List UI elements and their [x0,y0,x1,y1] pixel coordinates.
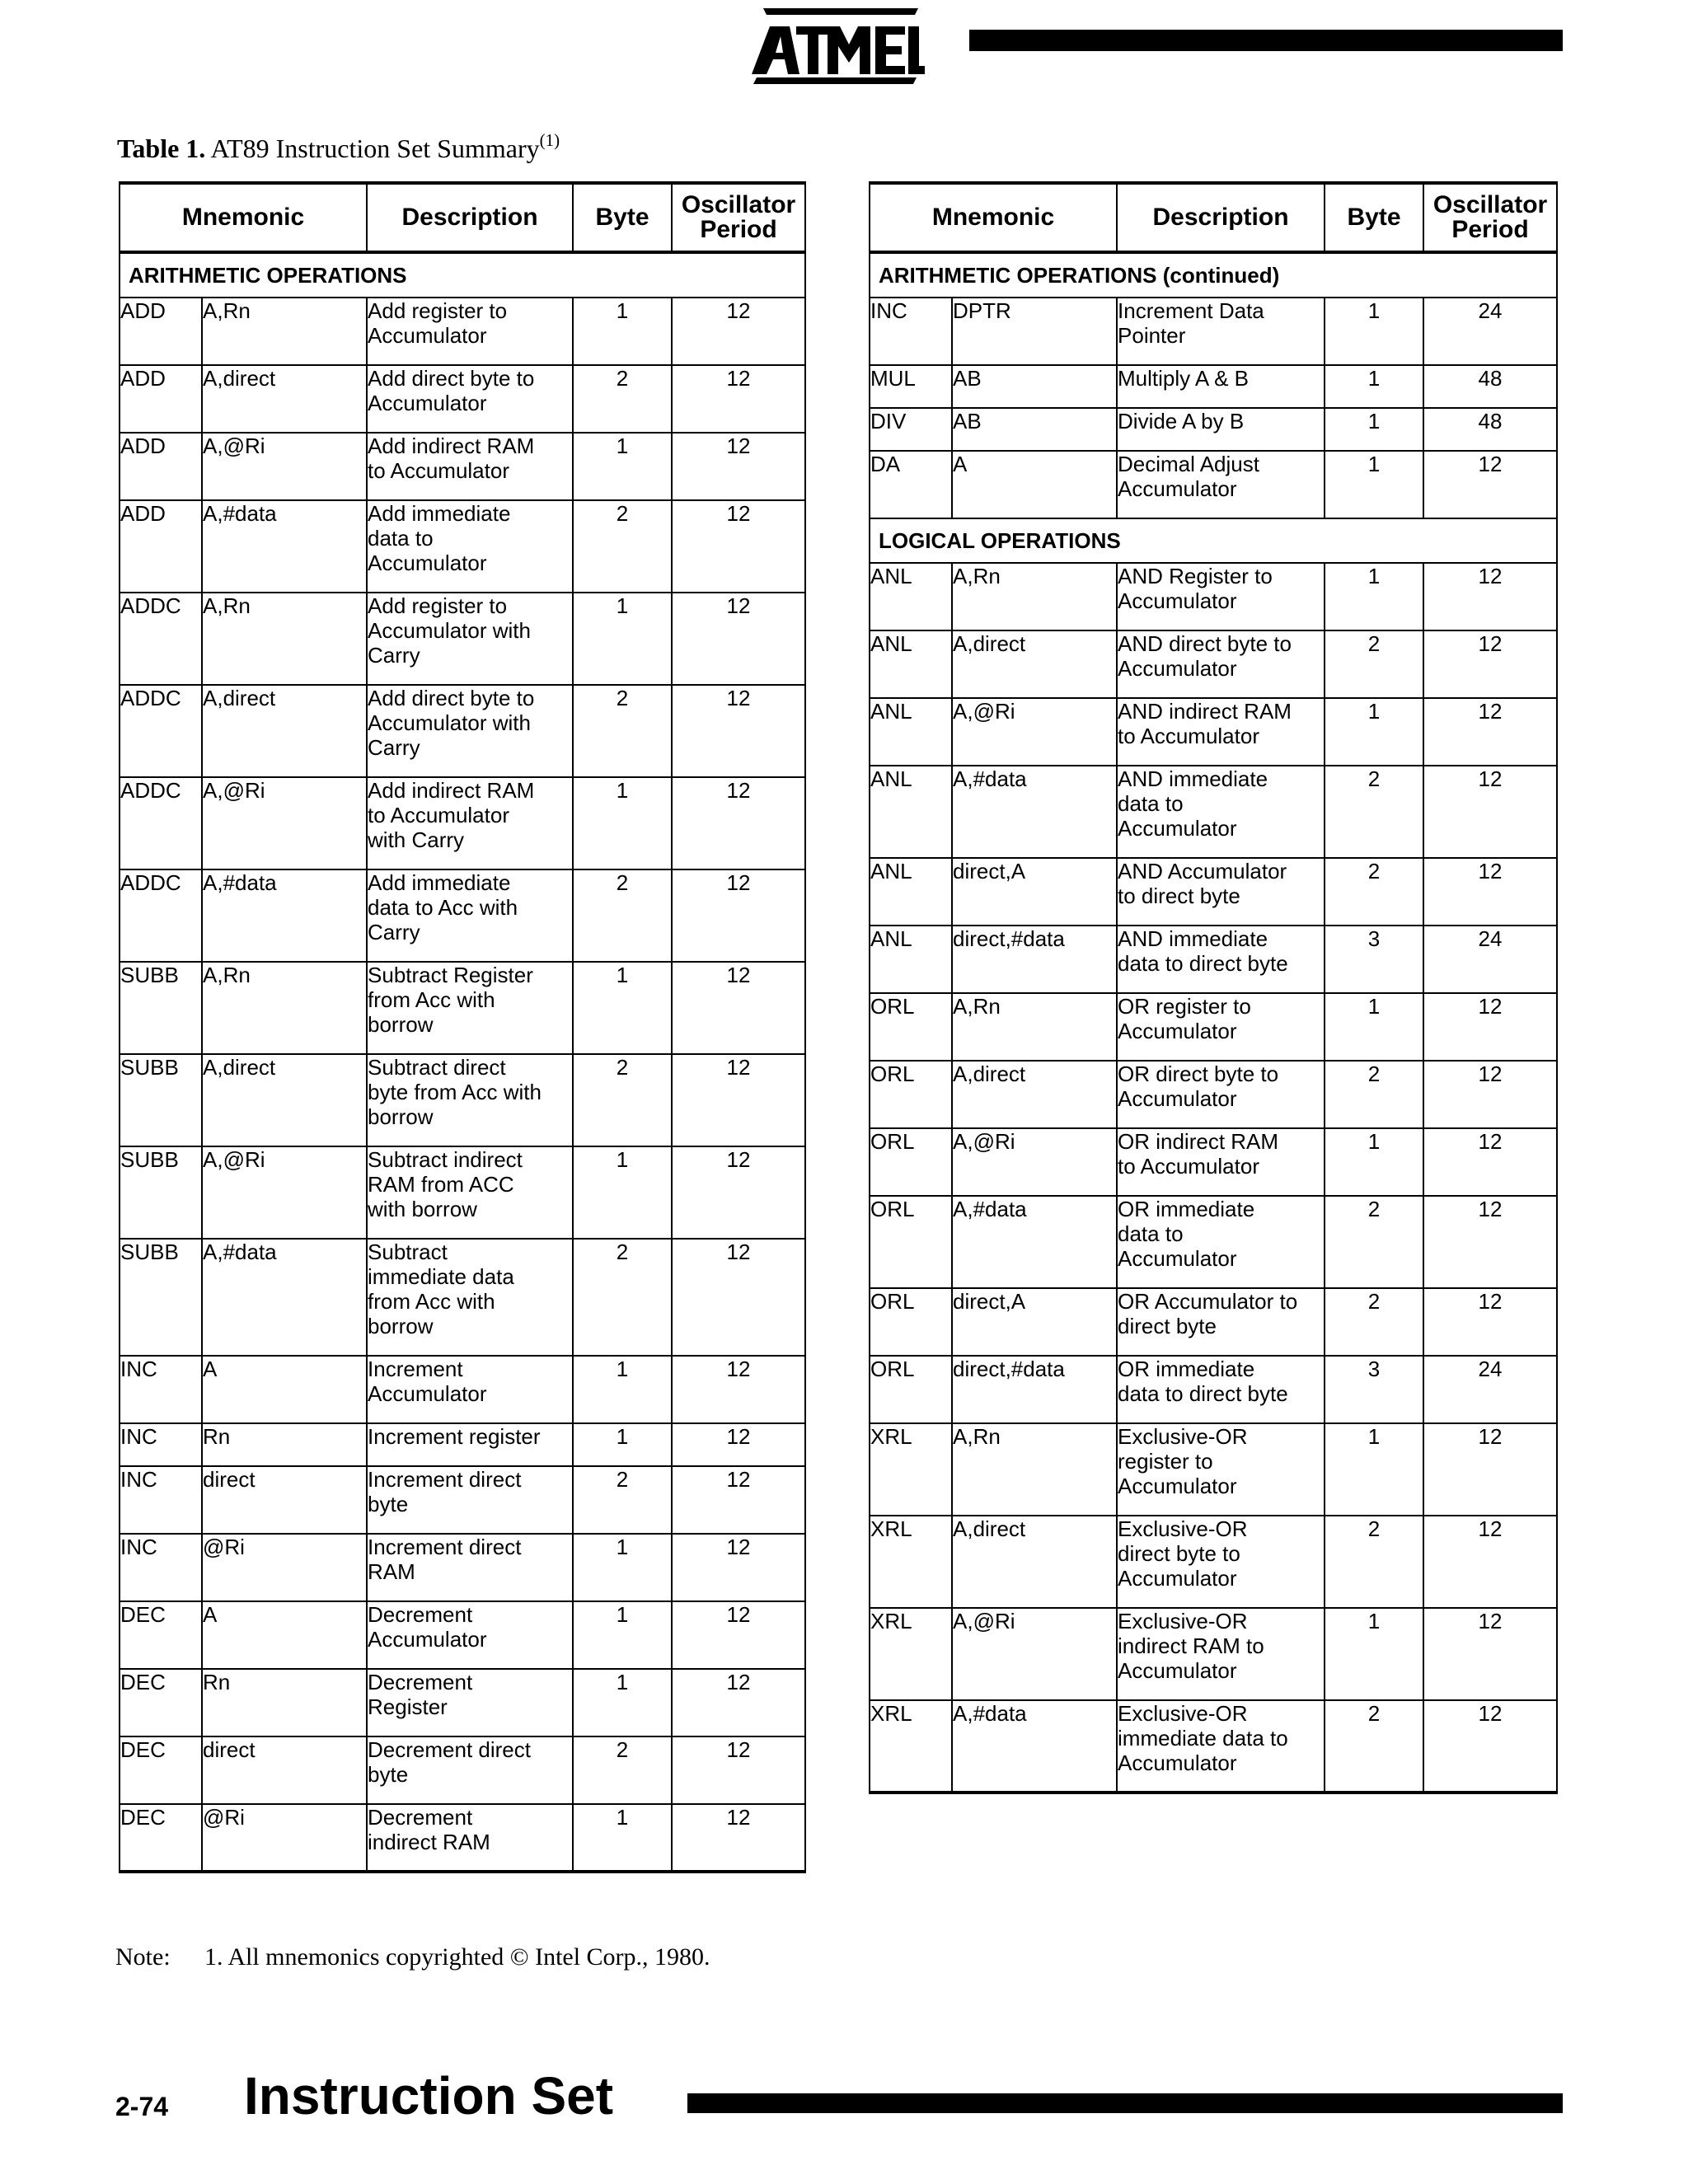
oscillator-period-cell: 12 [1423,563,1557,630]
operand-cell: A [202,1601,367,1669]
oscillator-period-cell: 12 [1423,766,1557,858]
mnemonic-cell: ORL [870,1061,952,1128]
mnemonic-cell: XRL [870,1608,952,1700]
description-cell: AND immediate data to direct byte [1117,926,1325,993]
oscillator-period-cell: 12 [672,869,805,962]
table-row [120,1601,805,1669]
operand-cell: A,direct [202,365,367,433]
table-row [120,1804,805,1872]
operand-cell: Rn [202,1423,367,1466]
byte-cell: 1 [573,298,672,365]
operand-cell: A,Rn [952,993,1117,1061]
byte-cell: 1 [573,433,672,500]
section-row [870,252,1557,298]
byte-cell: 1 [1325,563,1423,630]
mnemonic-cell: ADD [120,365,202,433]
byte-cell: 2 [573,1054,672,1146]
byte-header: Byte [1325,183,1423,252]
mnemonic-cell: DEC [120,1669,202,1736]
mnemonic-header: Mnemonic [120,183,367,252]
byte-cell: 1 [1325,298,1423,365]
operand-cell: A,Rn [952,563,1117,630]
byte-cell: 2 [573,685,672,777]
oscillator-period-cell: 12 [1423,1061,1557,1128]
table-caption-text: AT89 Instruction Set Summary [205,134,540,163]
oscillator-period-cell: 12 [672,962,805,1054]
operand-cell: @Ri [202,1804,367,1872]
description-cell: Exclusive-OR immediate data to Accumulator [1117,1700,1325,1793]
mnemonic-cell: ANL [870,630,952,698]
table-row [120,685,805,777]
byte-header: Byte [573,183,672,252]
oscillator-period-cell: 12 [672,433,805,500]
byte-cell: 2 [1325,858,1423,926]
byte-cell: 1 [573,777,672,869]
byte-cell: 1 [1325,698,1423,766]
byte-cell: 2 [1325,766,1423,858]
description-cell: Exclusive-OR register to Accumulator [1117,1423,1325,1516]
oscillator-period-cell: 12 [672,1423,805,1466]
table-row [870,858,1557,926]
description-cell: Multiply A & B [1117,365,1325,408]
byte-cell: 1 [573,962,672,1054]
byte-cell: 1 [1325,451,1423,518]
description-cell: OR immediate data to direct byte [1117,1356,1325,1423]
description-cell: OR direct byte to Accumulator [1117,1061,1325,1128]
table-caption-number: Table 1. [117,134,206,163]
mnemonic-header: Mnemonic [870,183,1117,252]
operand-cell: A,direct [952,1061,1117,1128]
footer-rule [687,2093,1563,2113]
oscillator-period-cell: 24 [1423,926,1557,993]
table-row [120,1054,805,1146]
operand-cell: A,#data [202,1239,367,1356]
mnemonic-cell: ORL [870,1288,952,1356]
section-row [870,518,1557,563]
table-row [870,1196,1557,1288]
footer-title: Instruction Set [244,2066,614,2125]
byte-cell: 3 [1325,926,1423,993]
operand-cell: A,direct [202,1054,367,1146]
description-cell: Decimal Adjust Accumulator [1117,451,1325,518]
oscillator-period-cell: 12 [672,777,805,869]
oscillator-period-cell: 12 [672,1534,805,1601]
byte-cell: 1 [573,1356,672,1423]
mnemonic-cell: MUL [870,365,952,408]
description-cell: AND Register to Accumulator [1117,563,1325,630]
operand-cell: A,@Ri [202,1146,367,1239]
byte-cell: 2 [1325,1516,1423,1608]
operand-cell: A,direct [952,630,1117,698]
mnemonic-cell: ANL [870,858,952,926]
mnemonic-cell: DEC [120,1736,202,1804]
oscillator-period-cell: 12 [1423,1423,1557,1516]
mnemonic-cell: DEC [120,1804,202,1872]
table-row [120,1423,805,1466]
description-cell: Add immediate data to Acc with Carry [367,869,573,962]
oscillator-period-cell: 12 [672,1601,805,1669]
operand-cell: direct,#data [952,926,1117,993]
operand-cell: A,#data [202,500,367,593]
oscillator-period-cell: 12 [1423,858,1557,926]
description-cell: Decrement indirect RAM [367,1804,573,1872]
description-header: Description [1117,183,1325,252]
table-row [870,298,1557,365]
description-cell: Increment register [367,1423,573,1466]
table-header-row [870,183,1557,252]
description-header: Description [367,183,573,252]
description-cell: Exclusive-OR indirect RAM to Accumulator [1117,1608,1325,1700]
table-row [870,1356,1557,1423]
operand-cell: DPTR [952,298,1117,365]
oscillator-period-cell: 12 [672,593,805,685]
table-row [870,563,1557,630]
oscillator-period-cell: 48 [1423,408,1557,451]
table-row [870,630,1557,698]
operand-cell: AB [952,365,1117,408]
operand-cell: A,#data [202,869,367,962]
table-row [870,1608,1557,1700]
byte-cell: 2 [573,1466,672,1534]
oscillator-period-cell: 12 [1423,630,1557,698]
mnemonic-cell: ADD [120,298,202,365]
byte-cell: 1 [1325,1423,1423,1516]
description-cell: Add immediate data to Accumulator [367,500,573,593]
mnemonic-cell: ADDC [120,685,202,777]
byte-cell: 1 [573,1534,672,1601]
description-cell: OR Accumulator to direct byte [1117,1288,1325,1356]
mnemonic-cell: ADDC [120,869,202,962]
byte-cell: 1 [573,1669,672,1736]
description-cell: Add direct byte to Accumulator [367,365,573,433]
description-cell: OR immediate data to Accumulator [1117,1196,1325,1288]
description-cell: Increment direct byte [367,1466,573,1534]
table-row [120,1356,805,1423]
byte-cell: 1 [1325,993,1423,1061]
mnemonic-cell: SUBB [120,1239,202,1356]
table-row [870,1128,1557,1196]
description-cell: Add indirect RAM to Accumulator [367,433,573,500]
table-row [120,777,805,869]
oscillator-period-cell: 12 [672,298,805,365]
note-text: 1. All mnemonics copyrighted © Intel Corp., 1980. [204,1943,710,1971]
period-label: Period [1451,216,1529,243]
table-row [870,1516,1557,1608]
table-row [870,1700,1557,1793]
operand-cell: AB [952,408,1117,451]
table-row [870,365,1557,408]
oscillator-period-cell: 12 [1423,1196,1557,1288]
mnemonic-cell: ANL [870,698,952,766]
footnote-ref: (1) [539,130,560,150]
description-cell: Increment Data Pointer [1117,298,1325,365]
mnemonic-cell: ANL [870,766,952,858]
byte-cell: 1 [573,1423,672,1466]
table-row [870,408,1557,451]
oscillator-period-cell: 12 [672,365,805,433]
table-row [870,1288,1557,1356]
oscillator-label: Oscillator [1432,191,1548,218]
mnemonic-cell: INC [870,298,952,365]
operand-cell: A,direct [202,685,367,777]
oscillator-period-cell: 12 [1423,1516,1557,1608]
mnemonic-cell: SUBB [120,1054,202,1146]
oscillator-period-cell: 12 [1423,1128,1557,1196]
mnemonic-cell: ADD [120,500,202,593]
mnemonic-cell: XRL [870,1700,952,1793]
mnemonic-cell: ORL [870,1356,952,1423]
oscillator-period-cell: 48 [1423,365,1557,408]
byte-cell: 1 [1325,1608,1423,1700]
description-cell: Subtract direct byte from Acc with borrow [367,1054,573,1146]
oscillator-period-cell: 12 [672,1804,805,1872]
table-row [120,962,805,1054]
byte-cell: 2 [573,869,672,962]
operand-cell: A,Rn [952,1423,1117,1516]
table-row [120,869,805,962]
atmel-logo [752,5,925,84]
mnemonic-cell: INC [120,1534,202,1601]
oscillator-period-cell: 12 [1423,993,1557,1061]
oscillator-label: Oscillator [681,191,796,218]
oscillator-period-cell: 12 [1423,1288,1557,1356]
oscillator-period-header [1423,183,1557,252]
byte-cell: 1 [1325,1128,1423,1196]
description-cell: Subtract indirect RAM from ACC with borrow [367,1146,573,1239]
operand-cell: A [202,1356,367,1423]
byte-cell: 2 [1325,1196,1423,1288]
mnemonic-cell: ADDC [120,777,202,869]
operand-cell: A,@Ri [202,777,367,869]
description-cell: Add indirect RAM to Accumulator with Carry [367,777,573,869]
description-cell: OR register to Accumulator [1117,993,1325,1061]
byte-cell: 2 [1325,1061,1423,1128]
oscillator-period-cell: 12 [1423,1608,1557,1700]
byte-cell: 1 [573,1146,672,1239]
table-row [120,1669,805,1736]
operand-cell: @Ri [202,1534,367,1601]
operand-cell: direct,A [952,858,1117,926]
operand-cell: A,@Ri [952,1128,1117,1196]
description-cell: AND direct byte to Accumulator [1117,630,1325,698]
byte-cell: 1 [1325,408,1423,451]
operand-cell: A,direct [952,1516,1117,1608]
instruction-table-right [869,181,1558,1794]
table-row [120,1466,805,1534]
operand-cell: A,Rn [202,593,367,685]
table-row [870,993,1557,1061]
byte-cell: 2 [573,1736,672,1804]
section-title: ARITHMETIC OPERATIONS [120,252,805,298]
operand-cell: A,@Ri [952,698,1117,766]
table-row [120,1239,805,1356]
table-header-row [120,183,805,252]
byte-cell: 2 [573,1239,672,1356]
description-cell: Decrement Register [367,1669,573,1736]
description-cell: Decrement Accumulator [367,1601,573,1669]
mnemonic-cell: ANL [870,926,952,993]
description-cell: Add direct byte to Accumulator with Carry [367,685,573,777]
operand-cell: A,#data [952,766,1117,858]
header-rule [969,30,1563,51]
mnemonic-cell: ANL [870,563,952,630]
operand-cell: direct [202,1466,367,1534]
section-title: LOGICAL OPERATIONS [870,518,1557,563]
operand-cell: A,@Ri [952,1608,1117,1700]
oscillator-period-cell: 12 [672,1669,805,1736]
description-cell: Decrement direct byte [367,1736,573,1804]
operand-cell: Rn [202,1669,367,1736]
mnemonic-cell: ORL [870,1196,952,1288]
section-row [120,252,805,298]
table-row [870,698,1557,766]
description-cell: AND immediate data to Accumulator [1117,766,1325,858]
oscillator-period-cell: 12 [672,1466,805,1534]
page-number: 2-74 [115,2092,169,2121]
oscillator-period-header [672,183,805,252]
operand-cell: direct,#data [952,1356,1117,1423]
section-title: ARITHMETIC OPERATIONS (continued) [870,252,1557,298]
mnemonic-cell: INC [120,1466,202,1534]
table-row [870,1423,1557,1516]
table-row [120,1146,805,1239]
table-row [120,298,805,365]
oscillator-period-cell: 12 [672,1736,805,1804]
mnemonic-cell: SUBB [120,1146,202,1239]
operand-cell: A,@Ri [202,433,367,500]
byte-cell: 2 [1325,1700,1423,1793]
byte-cell: 1 [573,1601,672,1669]
byte-cell: 2 [573,365,672,433]
description-cell: Increment Accumulator [367,1356,573,1423]
mnemonic-cell: DEC [120,1601,202,1669]
oscillator-period-cell: 12 [672,1146,805,1239]
oscillator-period-cell: 12 [672,1239,805,1356]
mnemonic-cell: ORL [870,1128,952,1196]
oscillator-period-cell: 12 [1423,451,1557,518]
byte-cell: 1 [573,1804,672,1872]
mnemonic-cell: INC [120,1356,202,1423]
operand-cell: A,Rn [202,962,367,1054]
byte-cell: 3 [1325,1356,1423,1423]
description-cell: AND indirect RAM to Accumulator [1117,698,1325,766]
mnemonic-cell: DA [870,451,952,518]
oscillator-period-cell: 12 [1423,698,1557,766]
mnemonic-cell: INC [120,1423,202,1466]
byte-cell: 2 [1325,1288,1423,1356]
description-cell: Subtract Register from Acc with borrow [367,962,573,1054]
description-cell: AND Accumulator to direct byte [1117,858,1325,926]
description-cell: Exclusive-OR direct byte to Accumulator [1117,1516,1325,1608]
note-label: Note: [115,1943,171,1971]
operand-cell: direct,A [952,1288,1117,1356]
table-row [120,500,805,593]
operand-cell: A,Rn [202,298,367,365]
oscillator-period-cell: 12 [672,685,805,777]
description-cell: Add register to Accumulator [367,298,573,365]
operand-cell: A,#data [952,1196,1117,1288]
mnemonic-cell: XRL [870,1516,952,1608]
table-row [870,451,1557,518]
instruction-table-left [119,181,806,1873]
description-cell: Subtract immediate data from Acc with borrow [367,1239,573,1356]
oscillator-period-cell: 24 [1423,1356,1557,1423]
operand-cell: direct [202,1736,367,1804]
mnemonic-cell: XRL [870,1423,952,1516]
table-caption [117,130,560,164]
table-row [120,365,805,433]
mnemonic-cell: ADD [120,433,202,500]
operand-cell: A,#data [952,1700,1117,1793]
mnemonic-cell: ORL [870,993,952,1061]
table-row [120,433,805,500]
byte-cell: 1 [1325,365,1423,408]
oscillator-period-cell: 12 [672,1356,805,1423]
description-cell: Add register to Accumulator with Carry [367,593,573,685]
table-row [120,1736,805,1804]
operand-cell: A [952,451,1117,518]
oscillator-period-cell: 12 [1423,1700,1557,1793]
table-row [120,1534,805,1601]
description-cell: Increment direct RAM [367,1534,573,1601]
mnemonic-cell: DIV [870,408,952,451]
byte-cell: 2 [573,500,672,593]
period-label: Period [700,216,777,243]
mnemonic-cell: SUBB [120,962,202,1054]
table-row [870,926,1557,993]
byte-cell: 1 [573,593,672,685]
mnemonic-cell: ADDC [120,593,202,685]
oscillator-period-cell: 12 [672,1054,805,1146]
byte-cell: 2 [1325,630,1423,698]
oscillator-period-cell: 12 [672,500,805,593]
description-cell: Divide A by B [1117,408,1325,451]
description-cell: OR indirect RAM to Accumulator [1117,1128,1325,1196]
oscillator-period-cell: 24 [1423,298,1557,365]
table-row [870,1061,1557,1128]
table-row [870,766,1557,858]
table-row [120,593,805,685]
